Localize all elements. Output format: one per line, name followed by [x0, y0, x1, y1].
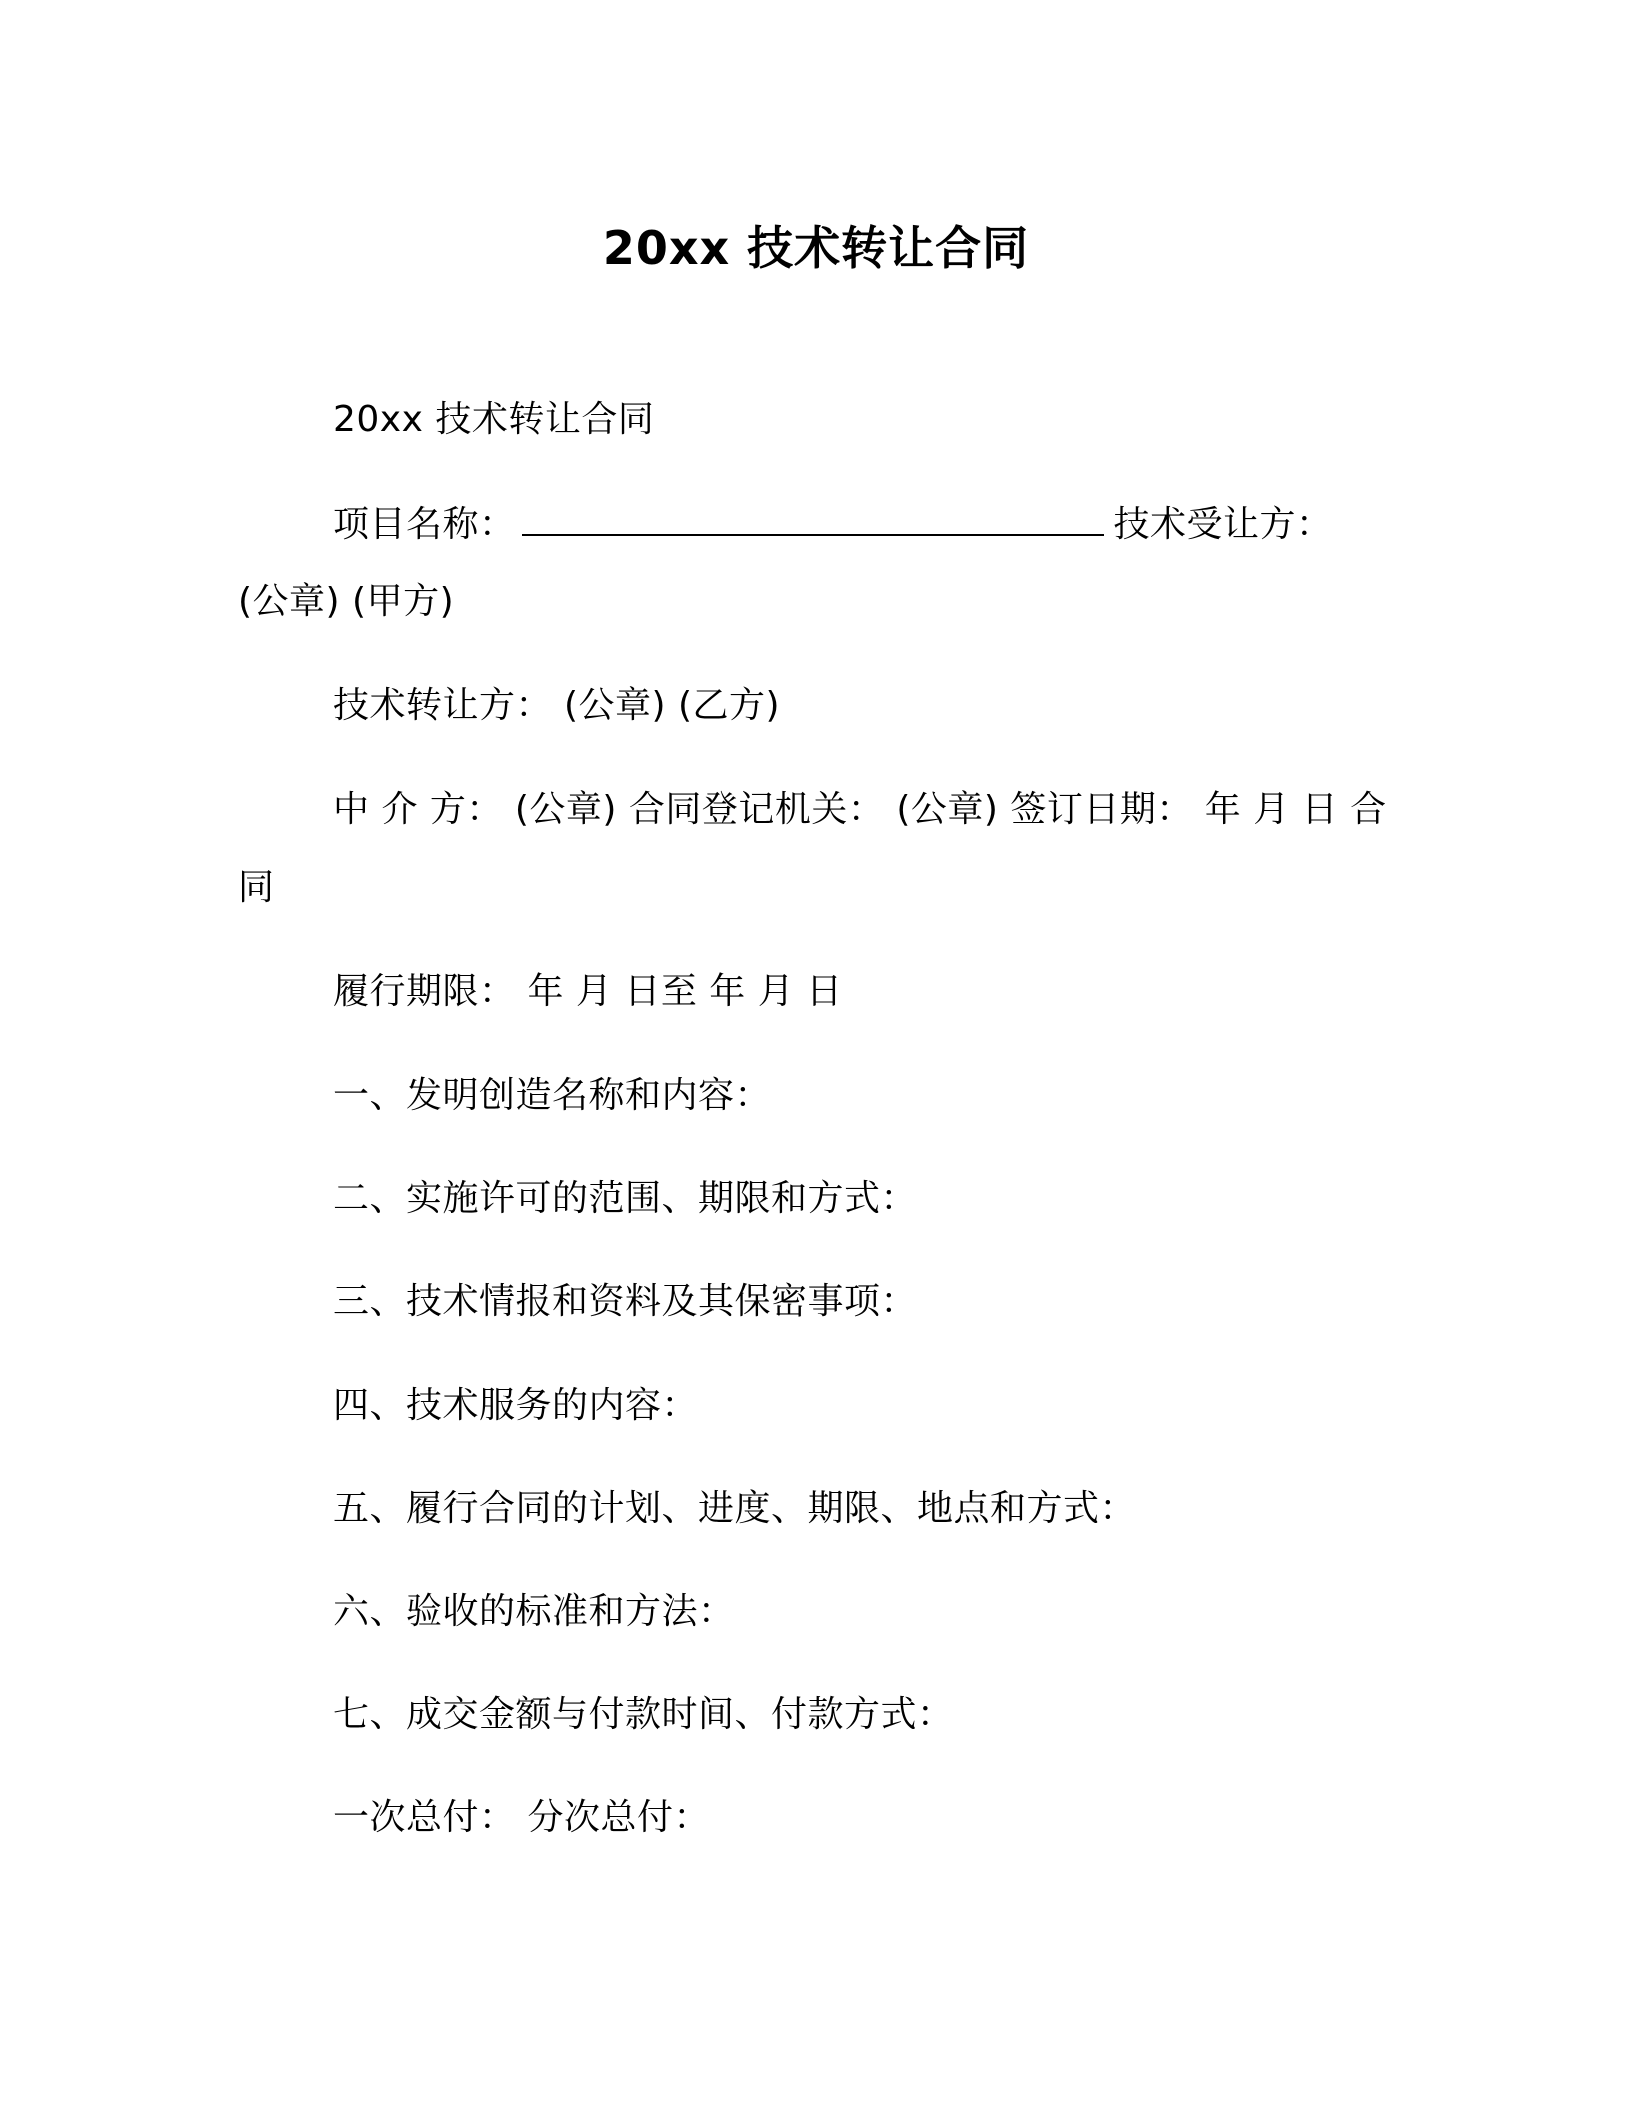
section-item: 二、实施许可的范围、期限和方式：: [333, 1178, 918, 1219]
project-name-blank: [522, 500, 1104, 536]
intermediary-line: [333, 786, 1387, 834]
subtitle: 20xx 技术转让合同: [333, 399, 655, 440]
assignee-label: 技术受让方：: [1113, 504, 1333, 545]
section-item: 一、发明创造名称和内容：: [333, 1075, 772, 1116]
document-title: 20xx 技术转让合同: [602, 221, 1030, 275]
intermediary-rest: (公章) 合同登记机关： (公章) 签订日期： 年 月 日 合: [514, 789, 1387, 830]
section-item: 四、技术服务的内容：: [333, 1385, 699, 1426]
assignee-seal: (公章) (甲方): [238, 581, 455, 622]
project-name-label: 项目名称：: [333, 504, 516, 545]
section-item: 七、成交金额与付款时间、付款方式：: [333, 1694, 954, 1735]
section-item: 六、验收的标准和方法：: [333, 1591, 735, 1632]
term-line: 履行期限： 年 月 日至 年 月 日: [333, 971, 843, 1012]
section-item: 三、技术情报和资料及其保密事项：: [333, 1281, 918, 1322]
intermediary-label: 中 介 方：: [333, 789, 503, 830]
intermediary-wrap: 同: [238, 867, 275, 908]
assignor-line: 技术转让方： (公章) (乙方): [333, 685, 781, 726]
section-item: 五、履行合同的计划、进度、期限、地点和方式：: [333, 1488, 1137, 1529]
project-name-line: [333, 500, 1333, 549]
payment-line: 一次总付： 分次总付：: [333, 1797, 710, 1838]
